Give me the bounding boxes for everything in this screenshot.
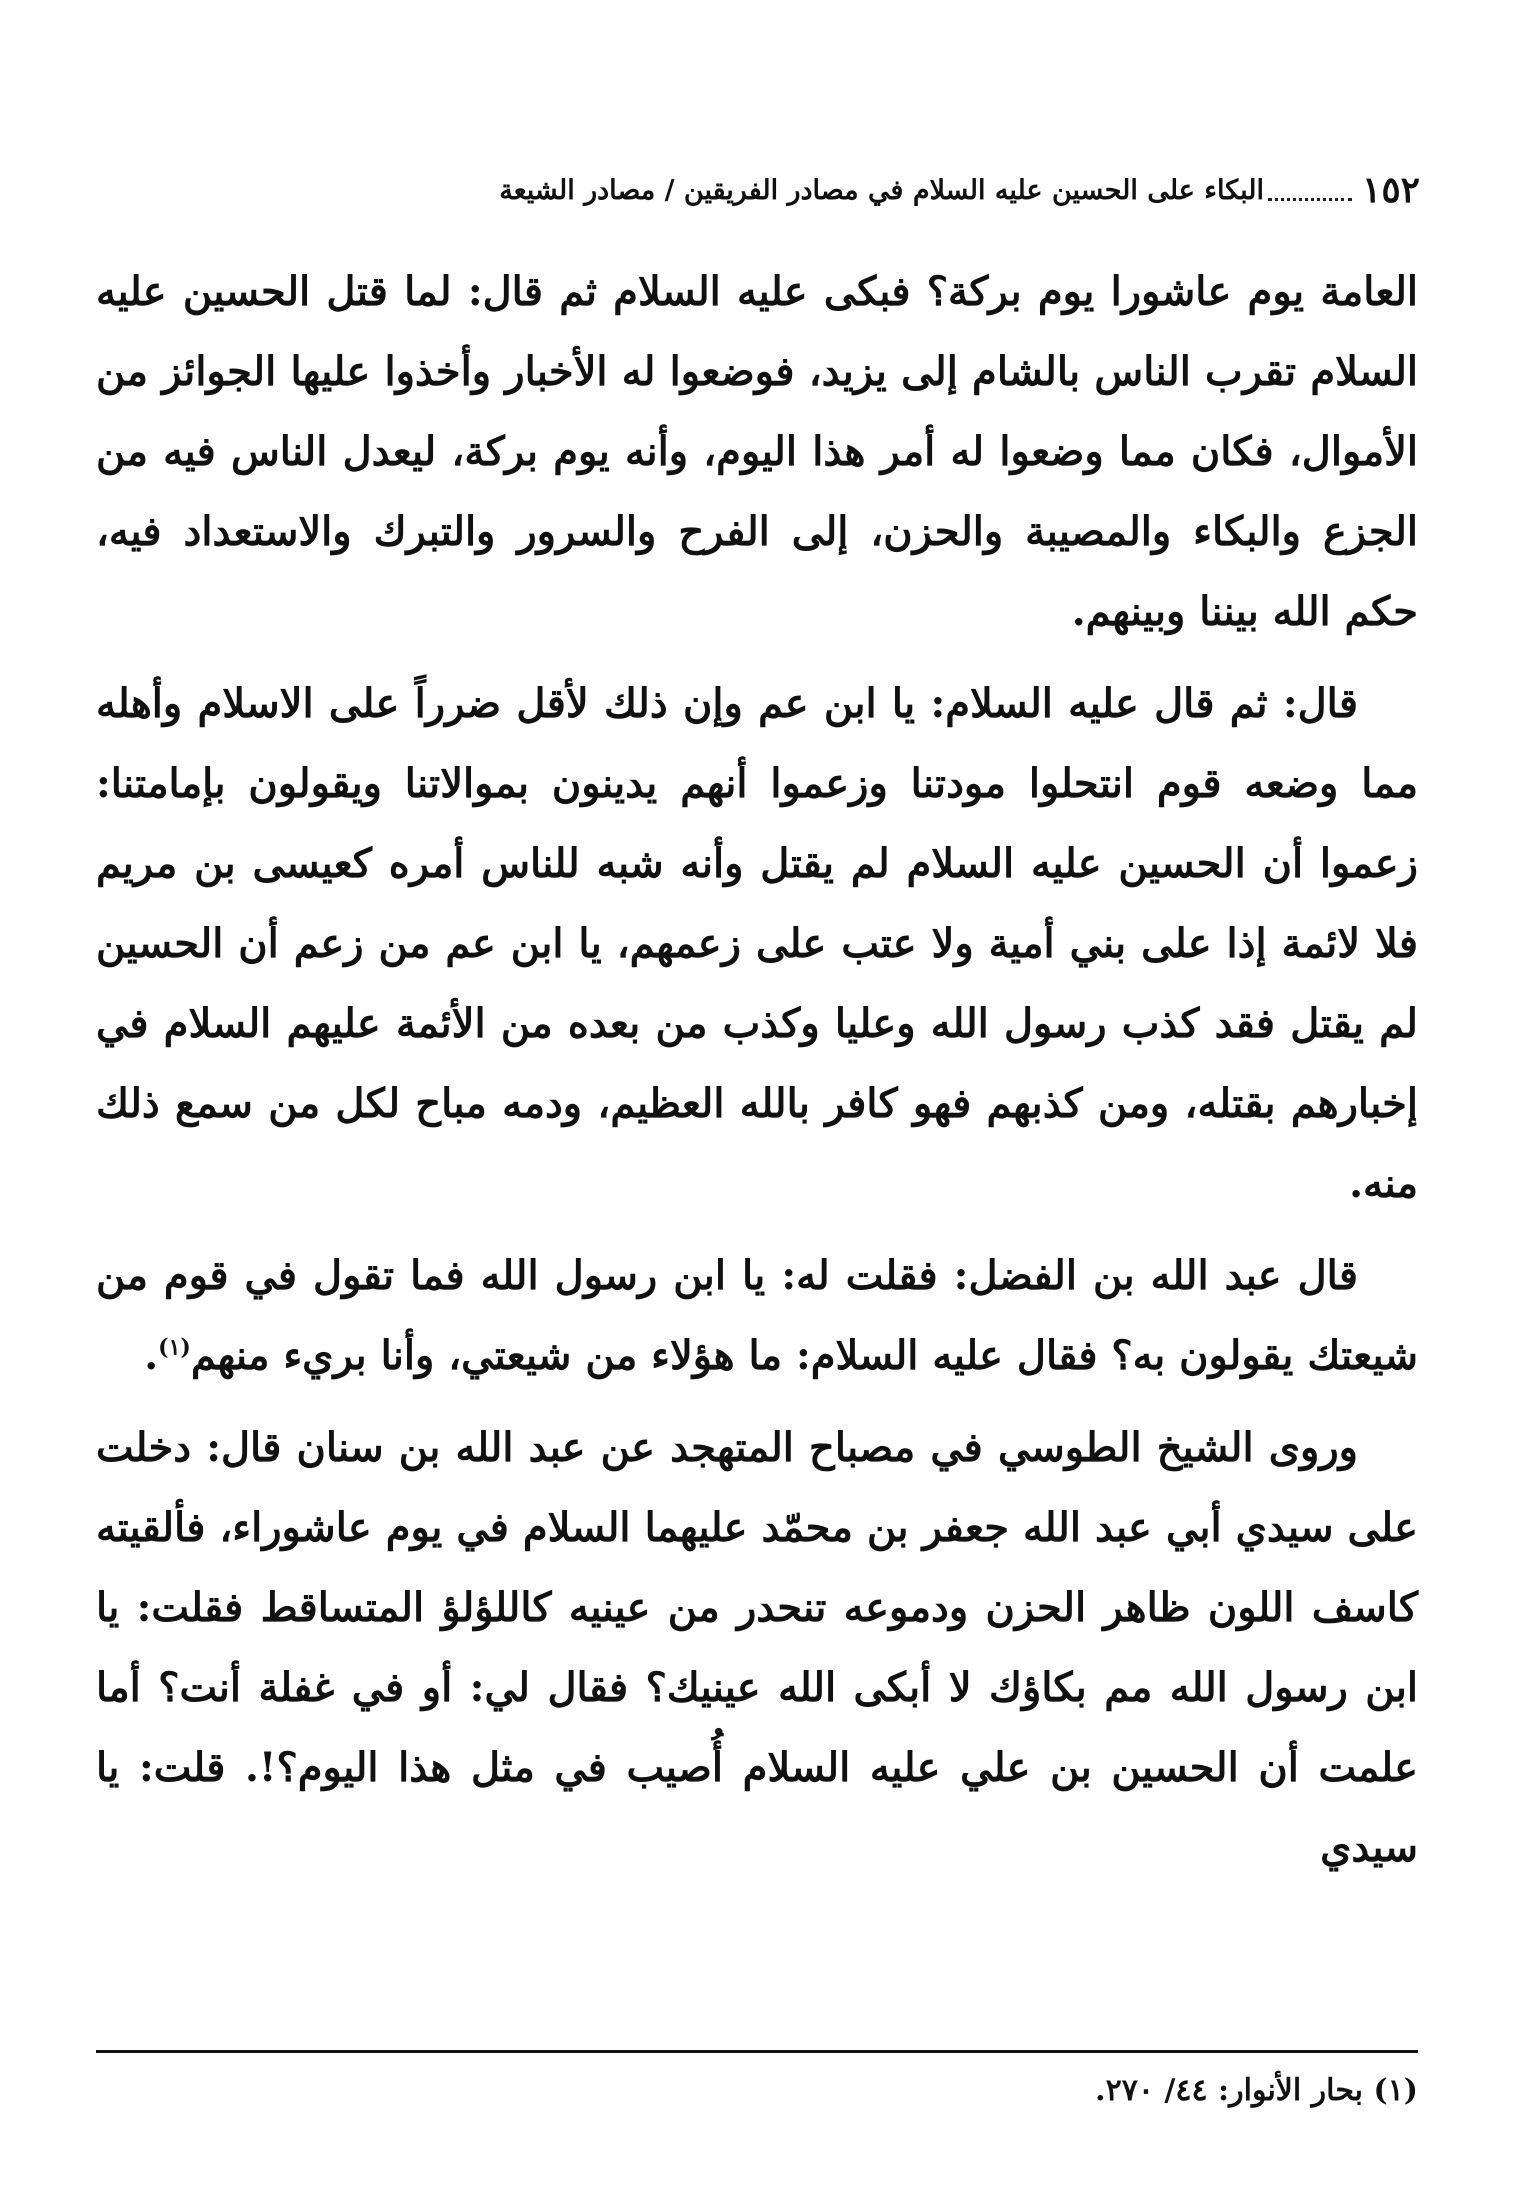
page-number: ١٥٢ — [1361, 169, 1420, 211]
paragraph-2: قال: ثم قال عليه السلام: يا ابن عم وإن ذلك لأقل ضرراً على الاسلام وأهله مما وضعه قوم انتحلوا مودتنا وزعموا أنهم يدينون بموالاتنا ويقولون بإمامتنا: زعموا أن الحسين عليه السلام لم يقتل وأنه شبه للناس أمره كعيسى بن مريم فلا لائمة إذا على بني أمية ولا عتب على زعمهم، يا ابن عم من زعم أن الحسين لم يقتل فقد كذب رسول الله وعليا وكذب من بعده من الأئمة عليهم السلام في إخبارهم بقتله، ومن كذبهم فهو كافر بالله العظيم، ودمه مباح لكل من سمع ذلك منه. — [96, 680, 1418, 1207]
footnote: (١) بحار الأنوار: ٤٤/ ٢٧٠. — [1095, 2073, 1418, 2108]
running-title: البكاء على الحسين عليه السلام في مصادر الفريقين / مصادر الشيعة — [499, 174, 1264, 206]
page-header — [92, 162, 1420, 218]
paragraph-3-end: . — [144, 1332, 159, 1379]
paragraph-3 — [96, 1236, 1418, 1396]
body-text — [96, 252, 1418, 1888]
paragraph-3-text: قال عبد الله بن الفضل: فقلت له: يا ابن رسول الله فما تقول في قوم من شيعتك يقولون به؟ فقال عليه السلام: ما هؤلاء من شيعتي، وأنا بريء منهم — [96, 1252, 1418, 1379]
paragraph-1: العامة يوم عاشورا يوم بركة؟ فبكى عليه السلام ثم قال: لما قتل الحسين عليه السلام تقرب الناس بالشام إلى يزيد، فوضعوا له الأخبار وأخذوا عليها الجوائز من الأموال، فكان مما وضعوا له أمر هذا اليوم، وأنه يوم بركة، ليعدل الناس فيه من الجزع والبكاء والمصيبة والحزن، إلى الفرح والسرور والتبرك والاستعداد فيه، حكم الله بيننا وبينهم. — [96, 268, 1418, 635]
header-leader-dots — [1268, 180, 1352, 201]
footnote-divider — [96, 2050, 1418, 2053]
footnote-reference: (١) — [158, 1334, 191, 1361]
paragraph-4: وروى الشيخ الطوسي في مصباح المتهجد عن عبد الله بن سنان قال: دخلت على سيدي أبي عبد الله جعفر بن محمّد عليهما السلام في يوم عاشوراء، فألقيته كاسف اللون ظاهر الحزن ودموعه تنحدر من عينيه كاللؤلؤ المتساقط فقلت: يا ابن رسول الله مم بكاؤك لا أبكى الله عينيك؟ فقال لي: أو في غفلة أنت؟ أما علمت أن الحسين بن علي عليه السلام أُصيب في مثل هذا اليوم؟!. قلت: يا سيدي — [96, 1424, 1418, 1871]
